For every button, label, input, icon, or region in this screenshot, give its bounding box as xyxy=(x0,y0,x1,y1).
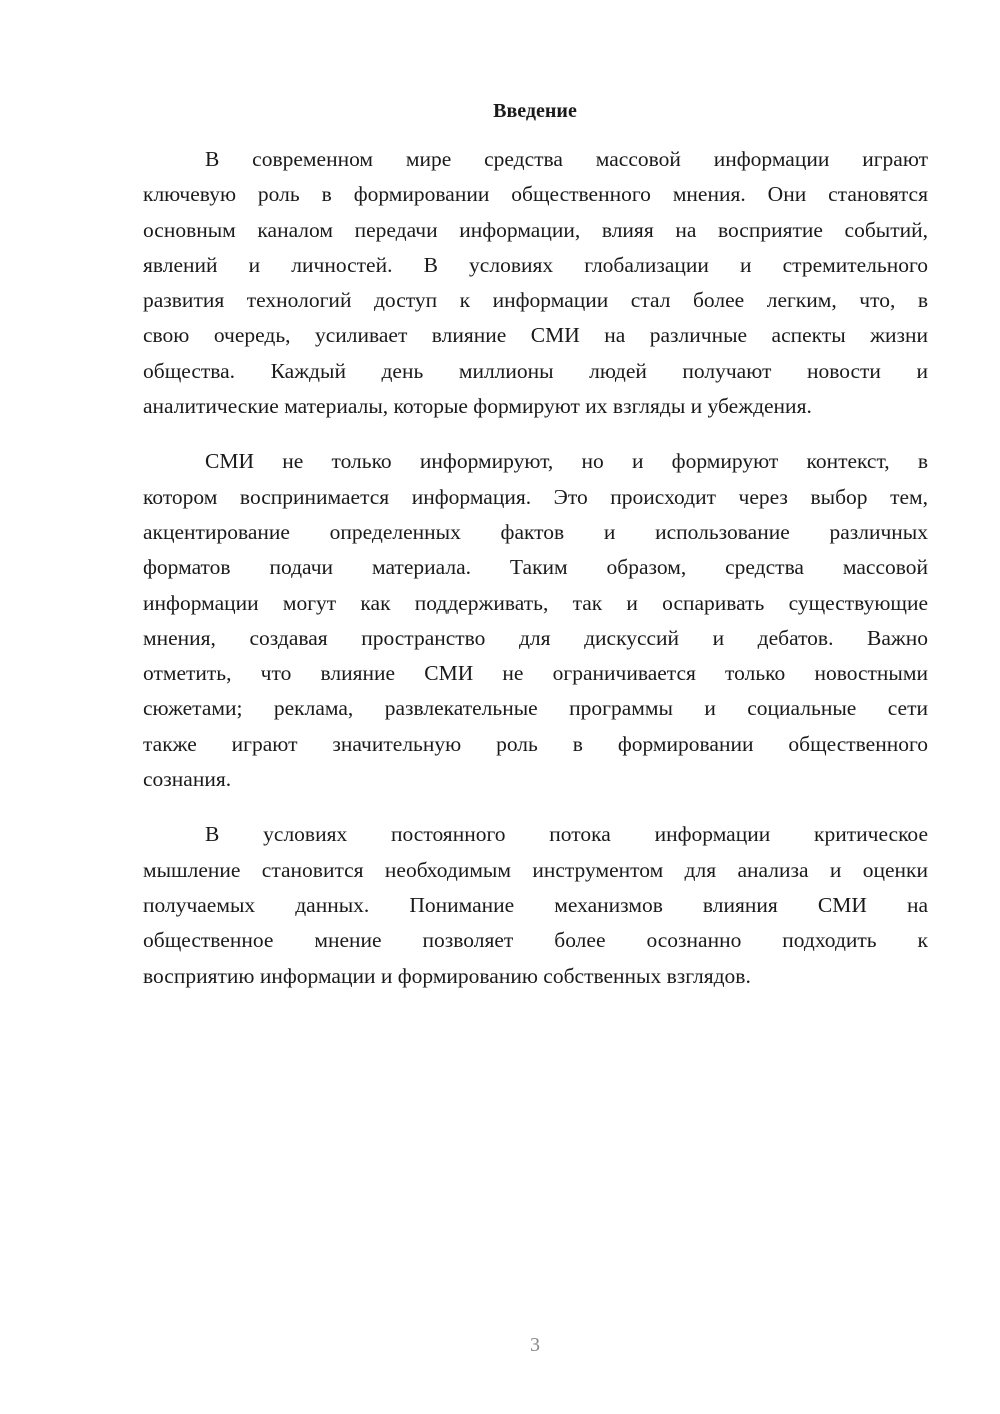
text-line: общества. Каждый день миллионы людей получают новости и xyxy=(143,358,928,383)
text-line: мышление становится необходимым инструментом для анализа и оценки xyxy=(143,857,928,882)
text-line: восприятию информации и формированию собственных взглядов. xyxy=(143,963,751,988)
text-line: сюжетами; реклама, развлекательные программы и социальные сети xyxy=(143,696,928,721)
text-line: получаемых данных. Понимание механизмов влияния СМИ на xyxy=(143,892,928,917)
text-line: ключевую роль в формировании общественного мнения. Они становятся xyxy=(143,182,928,207)
text-line: развития технологий доступ к информации стал более легким, что, в xyxy=(143,288,928,313)
text-line: аналитические материалы, которые формируют их взгляды и убеждения. xyxy=(143,394,812,419)
text-line: свою очередь, усиливает влияние СМИ на различные аспекты жизни xyxy=(143,323,928,348)
text-line: отметить, что влияние СМИ не ограничивается только новостными xyxy=(143,661,928,686)
paragraph xyxy=(143,817,928,993)
text-line: информации могут как поддерживать, так и оспаривать существующие xyxy=(143,590,928,615)
text-line: В условиях постоянного потока информации критическое xyxy=(205,822,928,847)
text-line: общественное мнение позволяет более осознанно подходить к xyxy=(143,928,928,953)
text-line: форматов подачи материала. Таким образом, средства массовой xyxy=(143,555,928,580)
text-line: также играют значительную роль в формировании общественного xyxy=(143,731,928,756)
text-line: основным каналом передачи информации, влияя на восприятие событий, xyxy=(143,217,928,242)
text-line: сознания. xyxy=(143,767,232,792)
paragraph xyxy=(143,444,928,797)
page-number: 3 xyxy=(530,1334,540,1356)
text-line: явлений и личностей. В условиях глобализации и стремительного xyxy=(143,252,928,277)
text-line: мнения, создавая пространство для дискуссий и дебатов. Важно xyxy=(143,625,928,650)
text-line: В современном мире средства массовой информации играют xyxy=(205,147,928,171)
paragraph xyxy=(143,142,928,424)
document-body xyxy=(143,142,928,1014)
text-line: СМИ не только информируют, но и формируют контекст, в xyxy=(205,449,928,474)
section-title: Введение xyxy=(493,100,577,122)
text-line: акцентирование определенных фактов и использование различных xyxy=(143,519,928,544)
text-line: котором воспринимается информация. Это происходит через выбор тем, xyxy=(143,484,928,509)
